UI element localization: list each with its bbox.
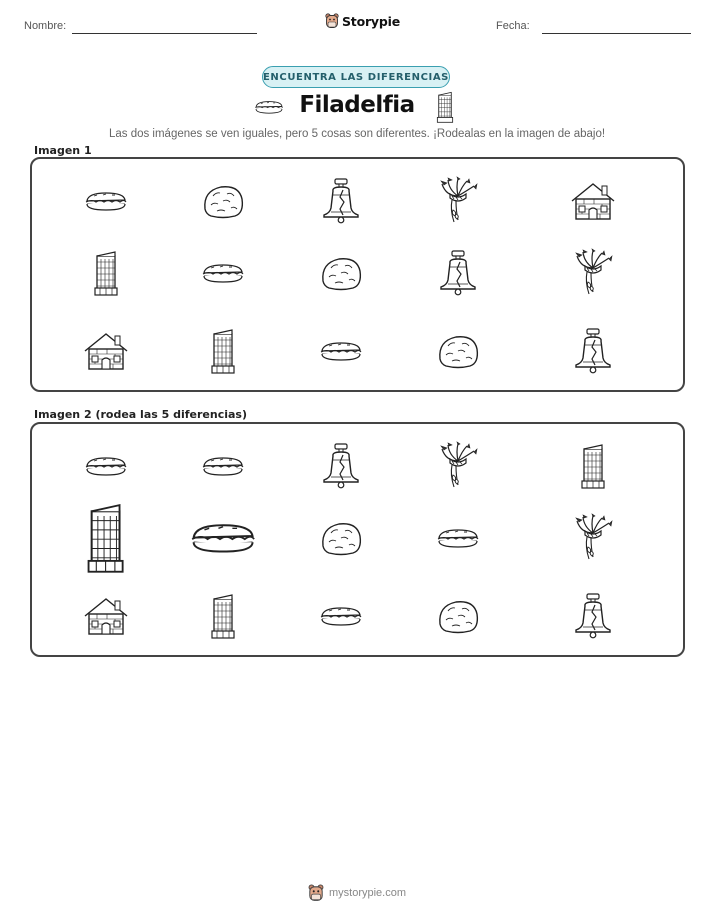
storypie-logo [325,13,400,29]
instructions: Las dos imágenes se ven iguales, pero 5 cosas son diferentes. ¡Rodealas en la imagen de abajo! [108,128,606,140]
bear-mascot-icon [308,884,324,902]
pretzel-icon [436,333,480,369]
sandwich-icon[interactable] [84,454,128,478]
house-icon [83,331,129,371]
name-field[interactable] [72,33,257,34]
skyscraper-icon [94,250,118,296]
bear-mascot-icon [325,13,339,29]
date-field[interactable] [542,33,691,34]
sandwich-icon [319,339,363,363]
sandwich-icon [254,97,284,122]
page-title: Filadelfia [299,92,415,118]
sandwich-icon [84,189,128,213]
sandwich-icon[interactable] [319,604,363,628]
house-icon [570,181,616,221]
headdress-icon [438,178,478,224]
headdress-icon[interactable] [573,515,613,561]
image2-panel[interactable] [30,422,685,657]
skyscraper-icon [211,328,235,374]
pretzel-icon [319,255,363,291]
brand-name: Storypie [342,13,400,29]
skyscraper-icon [436,91,454,128]
sandwich-icon[interactable] [436,526,480,550]
pretzel-icon [201,183,245,219]
liberty-bell-icon [571,328,615,374]
skyscraper-icon[interactable] [581,443,605,489]
name-label: Nombre: [24,20,67,32]
image1-panel [30,157,685,392]
pretzel-icon[interactable] [319,520,363,556]
sandwich-icon [201,261,245,285]
footer-site: mystorypie.com [328,887,407,899]
image2-label: Imagen 2 (rodea las 5 diferencias) [34,408,248,421]
headdress-icon [573,250,613,296]
house-icon[interactable] [83,596,129,636]
liberty-bell-icon[interactable] [319,443,363,489]
liberty-bell-icon[interactable] [571,593,615,639]
skyscraper-icon[interactable] [87,502,124,573]
liberty-bell-icon [319,178,363,224]
pretzel-icon[interactable] [436,598,480,634]
image1-label: Imagen 1 [34,144,92,157]
skyscraper-icon[interactable] [211,593,235,639]
date-label: Fecha: [496,20,530,32]
liberty-bell-icon [436,250,480,296]
headdress-icon[interactable] [438,443,478,489]
sandwich-icon[interactable] [201,454,245,478]
activity-badge: ENCUENTRA LAS DIFERENCIAS [262,66,450,88]
footer [0,884,714,902]
sandwich-icon[interactable] [189,519,257,556]
